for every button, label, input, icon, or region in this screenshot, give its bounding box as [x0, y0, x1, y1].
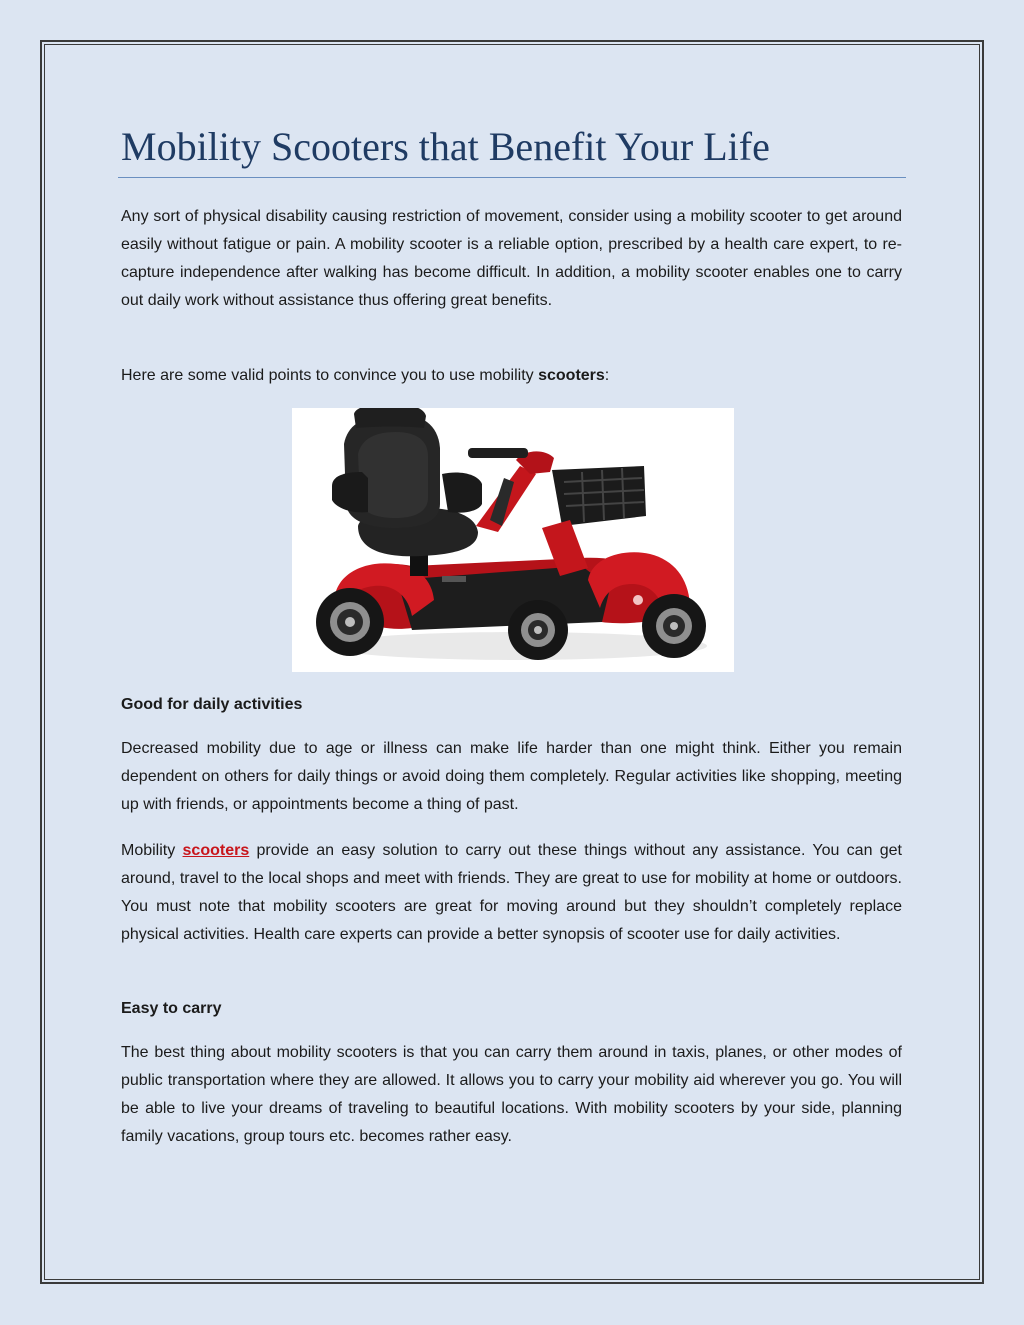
section-heading-easy-to-carry: Easy to carry	[121, 1000, 222, 1017]
points-lead-text: Here are some valid points to convince you to use mobility	[121, 367, 539, 384]
points-lead-bold: scooters	[538, 367, 605, 384]
title-underline	[118, 177, 906, 178]
daily-activities-paragraph-1: Decreased mobility due to age or illness can make life harder than one might think. Either you remain dependent on others for daily things or avoid doing them completely. Regular activities like shopping, meeting up with friends, or appointments become a thing of past.	[121, 740, 902, 813]
paragraph-2-body: provide an easy solution to carry out these things without any assistance. You can get around, travel to the local shops and meet with friends. They are great to use for mobility at home or outdoors. You must note that mobility scooters are great for moving around but they shouldn’t completely replace physical activities. Health care experts can provide a better synopsis of scooter use for daily activities.	[121, 842, 903, 943]
mobility-scooter-image	[292, 408, 734, 672]
paragraph-2-lead: Mobility	[121, 842, 183, 859]
points-lead-colon: :	[604, 367, 610, 384]
scooters-link[interactable]: scooters	[182, 842, 250, 859]
section-heading-daily-activities: Good for daily activities	[121, 696, 303, 713]
page-title: Mobility Scooters that Benefit Your Life	[121, 124, 770, 169]
daily-activities-paragraph-2	[121, 837, 902, 949]
scooter-photo	[292, 408, 734, 672]
easy-to-carry-paragraph: The best thing about mobility scooters is that you can carry them around in taxis, planes, or other modes of public transportation where they are allowed. It allows you to carry your mobility aid wherever you go. You will be able to live your dreams of traveling to beautiful locations. With mobility scooters by your side, planning family vacations, group tours etc. becomes rather easy.	[121, 1044, 902, 1145]
intro-paragraph: Any sort of physical disability causing restriction of movement, consider using a mobility scooter to get around easily without fatigue or pain. A mobility scooter is a reliable option, prescribed by a health care expert, to re-capture independence after walking has become difficult. In addition, a mobility scooter enables one to carry out daily work without assistance thus offering great benefits.	[121, 208, 902, 309]
points-lead-paragraph	[121, 362, 902, 390]
